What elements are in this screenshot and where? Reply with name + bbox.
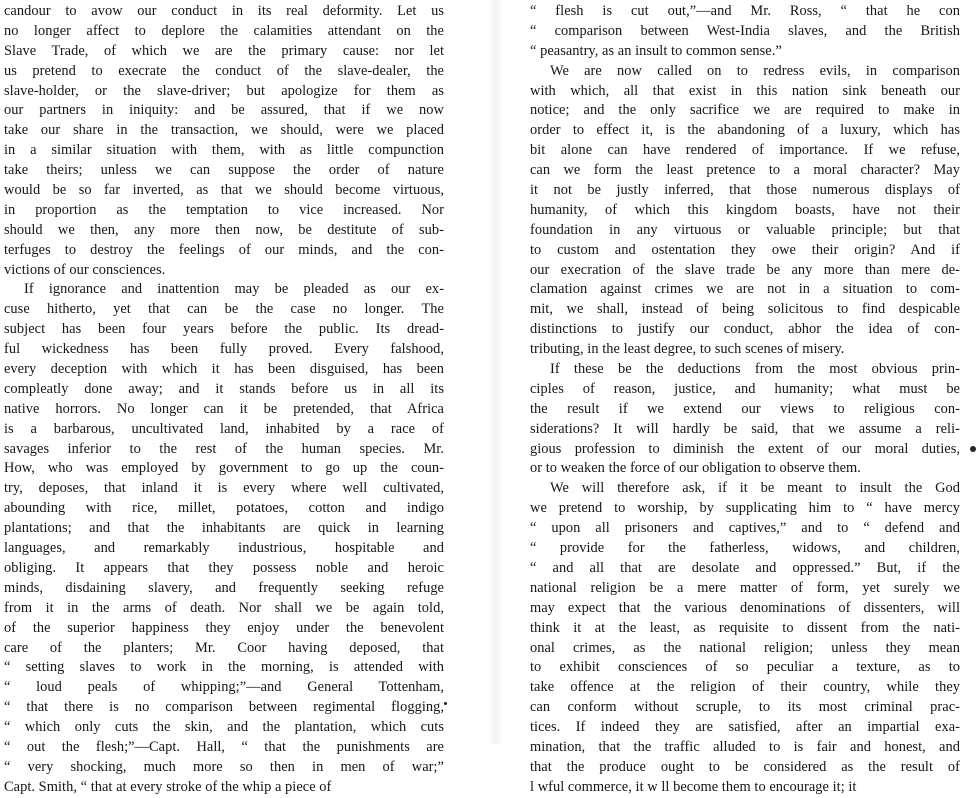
left_page-line: languages, and remarkably industrious, hospitable and	[4, 540, 444, 557]
right_page-line: “ upon all prisoners and captives,” and to “ defend and	[530, 520, 960, 537]
right_page-line: We will therefore ask, if it be meant to insult the God	[550, 480, 960, 497]
left_page-line: cuse hitherto, yet that can be the case no longer. The	[4, 301, 444, 318]
right_page-line: bit alone can have rendered of importance. If we refuse,	[530, 142, 960, 159]
left_page-line: abounding with rice, millet, potatoes, cotton and indigo	[4, 500, 444, 517]
right_page-line: notice; and the only sacrifice we are required to make in	[530, 102, 960, 119]
page-gutter	[488, 0, 502, 744]
right_page-line: distinctions to justify our conduct, abhor the idea of con-	[530, 321, 960, 338]
right_page-line: to exhibit consciences of so peculiar a texture, as to	[530, 659, 960, 676]
left_page-line: ful wickedness has been fully proved. Every falshood,	[4, 341, 444, 358]
right_page-line: “ flesh is cut out,”—and Mr. Ross, “ that he con	[530, 3, 960, 19]
left_page-line: “ setting slaves to work in the morning, is attended with	[4, 659, 444, 676]
right_page-line: think it at the least, as requisite to dissent from the nati-	[530, 619, 960, 636]
right_page-line: to custom and ostentation they owe their origin? And if	[530, 241, 960, 258]
right_page-line: humanity, of which this kingdom boasts, have not their	[530, 201, 960, 218]
right_page-line: mit, we shall, instead of being solicitous to find despicable	[530, 301, 960, 318]
left_page-line: is a barbarous, uncultivated land, inhabited by a race of	[4, 420, 444, 437]
right_page-line: “ comparison between West-India slaves, and the British	[530, 22, 960, 39]
left_page-line: subject has been four years before the public. Its dread-	[4, 321, 444, 338]
right_page-line: gious profession to diminish the extent of our moral duties,	[530, 440, 960, 457]
left_page-line: “ loud peals of whipping;”—and General Tottenham,	[4, 679, 444, 696]
left_page-line: of the superior happiness they enjoy under the benevolent	[4, 619, 444, 636]
left_page-line: our partners in iniquity: and be assured, that if we now	[4, 102, 444, 119]
left_page-line: native horrors. No longer can it be pretended, that Africa	[4, 400, 444, 417]
left_page-line: How, who was employed by government to go up the coun-	[4, 460, 444, 477]
right_page-line: onal crimes, as the national religion; unless they mean	[530, 639, 960, 656]
right_page-line: it not be justly inferred, that those numerous displays of	[530, 182, 960, 199]
left_page-line: take our share in the transaction, we should, were we placed	[4, 122, 444, 139]
left_page-line: in a similar situation with them, with as little compunction	[4, 142, 444, 159]
left_page-line: “ very shocking, much more so then in men of war;”	[4, 758, 444, 775]
right_page-line: or to weaken the force of our obligation to observe them.	[530, 460, 861, 477]
left_page-line: savages inferior to the rest of the human species. Mr.	[4, 440, 444, 457]
right_page-line: we pretend to worship, by supplicating him to “ have mercy	[530, 500, 960, 517]
left_page-line: Capt. Smith, “ that at every stroke of the whip a piece of	[4, 778, 332, 795]
right_page-line: order to effect it, is the abandoning of a luxury, which has	[530, 122, 960, 139]
left_page-line: compleatly done away; and it stands before us in all its	[4, 380, 444, 397]
left_page-line: should we then, any more then now, be destitute of sub-	[4, 221, 444, 238]
left_page-line: from it in the arms of death. Nor shall we be again told,	[4, 599, 444, 616]
left_page-line: try, deposes, that inland it is every where well cultivated,	[4, 480, 444, 497]
right_page-line: foundation in any virtuous or valuable principle; but that	[530, 221, 960, 238]
right_page-line: tributing, in the least degree, to such scenes of misery.	[530, 341, 845, 358]
right-page-column	[530, 2, 960, 798]
right_page-line: can we form the least pretence to a moral character? May	[530, 162, 960, 179]
left_page-line: no longer affect to deplore the calamities attendant on the	[4, 22, 444, 39]
left_page-line: slave-holder, or the slave-driver; but apologize for them as	[4, 82, 444, 99]
ink-speck	[444, 702, 447, 705]
left_page-line: every deception with which it has been disguised, has been	[4, 361, 444, 378]
left_page-line: “ that there is no comparison between regimental flogging,	[4, 699, 444, 716]
left_page-line: If ignorance and inattention may be pleaded as our ex-	[24, 281, 444, 298]
left_page-line: plantations; and that the inhabitants are quick in learning	[4, 520, 444, 537]
left-page-column	[4, 2, 444, 798]
right_page-line: ciples of reason, justice, and humanity; what must be	[530, 380, 960, 397]
right_page-line: take offence at the religion of their country, while they	[530, 679, 960, 696]
left_page-line: minds, disdaining slavery, and frequently seeking refuge	[4, 579, 444, 596]
right_page-line: mination, that the traffic alluded to is fair and honest, and	[530, 738, 960, 755]
left_page-line: victions of our consciences.	[4, 261, 166, 278]
right_page-line: If these be the deductions from the most obvious prin-	[550, 361, 960, 378]
right_page-line: tices. If indeed they are satisfied, after an impartial exa-	[530, 719, 960, 736]
left_page-line: “ which only cuts the skin, and the plantation, which cuts	[4, 719, 444, 736]
left_page-line: “ out the flesh;”—Capt. Hall, “ that the punishments are	[4, 738, 444, 755]
left_page-line: take theirs; unless we can suppose the order of nature	[4, 162, 444, 179]
right_page-line: “ and all that are desolate and oppressed.” But, if the	[530, 559, 960, 576]
left_page-line: us pretend to execrate the conduct of the slave-dealer, the	[4, 62, 444, 79]
right_page-line: national religion be a mere matter of form, yet surely we	[530, 579, 960, 596]
right_page-line: siderations? It will hardly be said, that we assume a reli-	[530, 420, 960, 437]
right_page-line: l wful commerce, it w ll become them to encourage it; it	[530, 778, 857, 795]
right_page-line: may expect that the various denominations of dissenters, will	[530, 599, 960, 616]
right_page-line: the result if we extend our views to religious con-	[530, 400, 960, 417]
right_page-line: with which, all that exist in this nation sink beneath our	[530, 82, 960, 99]
left_page-line: obliging. It appears that they possess noble and heroic	[4, 559, 444, 576]
ink-speck	[970, 446, 976, 452]
right_page-line: “ peasantry, as an insult to common sense.”	[530, 42, 782, 59]
left_page-line: terfuges to destroy the feelings of our minds, and the con-	[4, 241, 444, 258]
right_page-line: that the produce ought to be considered as the result of	[530, 758, 960, 775]
right_page-line: We are now called on to redress evils, in comparison	[550, 62, 960, 79]
right_page-line: our execration of the slave trade be any more than mere de-	[530, 261, 960, 278]
left_page-line: would be so far inverted, as that we should become virtuous,	[4, 182, 444, 199]
left_page-line: care of the planters; Mr. Coor having deposed, that	[4, 639, 444, 656]
left_page-line: in proportion as the temptation to vice increased. Nor	[4, 201, 444, 218]
right_page-line: clamation against crimes we are not in a situation to com-	[530, 281, 960, 298]
left_page-line: candour to avow our conduct in its real deformity. Let us	[4, 3, 444, 19]
right_page-line: can conform without scruple, to its most criminal prac-	[530, 699, 960, 716]
right_page-line: “ provide for the fatherless, widows, and children,	[530, 540, 960, 557]
left_page-line: Slave Trade, of which we are the primary cause: nor let	[4, 42, 444, 59]
